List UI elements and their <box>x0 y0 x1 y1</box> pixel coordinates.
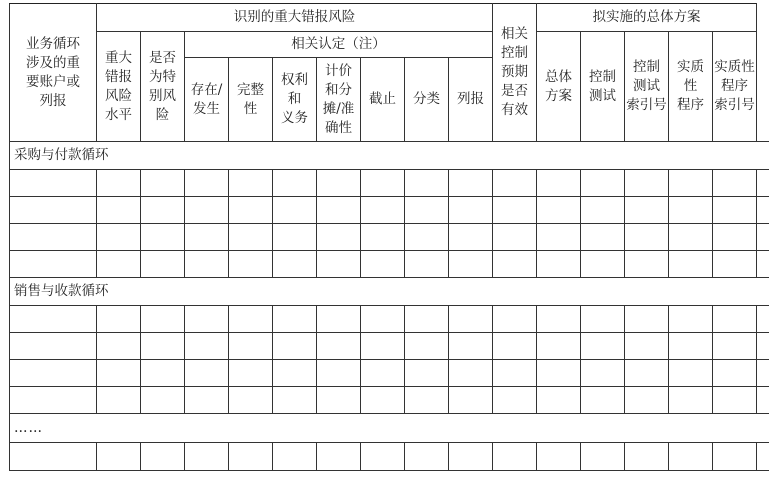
empty-cell[interactable] <box>493 306 537 333</box>
empty-cell[interactable] <box>493 443 537 471</box>
empty-cell[interactable] <box>97 443 141 471</box>
empty-cell[interactable] <box>537 224 581 251</box>
header-business-cycle: 业务循环 涉及的重 要账户或 列报 <box>10 4 97 142</box>
empty-cell[interactable] <box>317 306 361 333</box>
empty-cell[interactable] <box>493 170 537 197</box>
empty-cell[interactable] <box>713 170 757 197</box>
empty-cell[interactable] <box>185 443 229 471</box>
empty-cell[interactable] <box>273 306 317 333</box>
empty-cell[interactable] <box>581 360 625 387</box>
empty-cell[interactable] <box>669 387 713 414</box>
header-plan-control-test: 控制 测试 <box>581 32 625 142</box>
empty-cell[interactable] <box>10 333 97 360</box>
header-assertion-classification: 分类 <box>405 58 449 142</box>
empty-cell[interactable] <box>185 306 229 333</box>
empty-cell[interactable] <box>229 333 273 360</box>
table-row <box>10 333 769 360</box>
empty-cell[interactable] <box>581 170 625 197</box>
empty-cell[interactable] <box>625 170 669 197</box>
empty-cell[interactable] <box>581 224 625 251</box>
empty-cell[interactable] <box>185 224 229 251</box>
empty-cell[interactable] <box>361 170 405 197</box>
table-row <box>10 387 769 414</box>
empty-cell[interactable] <box>405 251 449 278</box>
empty-cell[interactable] <box>757 443 769 471</box>
table-row <box>10 170 769 197</box>
section-row <box>10 142 769 170</box>
empty-cell[interactable] <box>185 197 229 224</box>
empty-cell[interactable] <box>229 251 273 278</box>
empty-cell[interactable] <box>537 306 581 333</box>
empty-cell[interactable] <box>141 333 185 360</box>
empty-cell[interactable] <box>757 170 769 197</box>
empty-cell[interactable] <box>229 170 273 197</box>
section-row <box>10 414 769 443</box>
empty-cell[interactable] <box>537 197 581 224</box>
table-row <box>10 306 769 333</box>
header-identified-risks: 识别的重大错报风险 <box>97 4 493 32</box>
empty-cell[interactable] <box>141 224 185 251</box>
empty-cell[interactable] <box>10 360 97 387</box>
empty-cell[interactable] <box>493 387 537 414</box>
empty-cell[interactable] <box>317 224 361 251</box>
empty-cell[interactable] <box>141 443 185 471</box>
table-row <box>10 360 769 387</box>
empty-cell[interactable] <box>97 197 141 224</box>
empty-cell[interactable] <box>97 333 141 360</box>
empty-cell[interactable] <box>405 306 449 333</box>
header-plan-substantive: 实质 性 程序 <box>669 32 713 142</box>
empty-cell[interactable] <box>581 251 625 278</box>
header-assertion-valuation: 计价 和分 摊/准 确性 <box>317 58 361 142</box>
empty-cell[interactable] <box>581 333 625 360</box>
empty-cell[interactable] <box>669 360 713 387</box>
section-row <box>10 278 769 306</box>
empty-cell[interactable] <box>10 387 97 414</box>
table-row <box>10 224 769 251</box>
empty-cell[interactable] <box>229 224 273 251</box>
empty-cell[interactable] <box>97 360 141 387</box>
empty-cell[interactable] <box>273 360 317 387</box>
empty-cell[interactable] <box>537 333 581 360</box>
empty-cell[interactable] <box>185 360 229 387</box>
header-assertion-completeness: 完整 性 <box>229 58 273 142</box>
empty-cell[interactable] <box>361 251 405 278</box>
empty-cell[interactable] <box>141 251 185 278</box>
header-overall-plan: 拟实施的总体方案 <box>537 4 757 32</box>
empty-cell[interactable] <box>757 387 769 414</box>
empty-cell[interactable] <box>361 306 405 333</box>
empty-cell[interactable] <box>229 443 273 471</box>
empty-cell[interactable] <box>449 306 493 333</box>
table-row <box>10 443 769 471</box>
empty-cell[interactable] <box>10 197 97 224</box>
empty-cell[interactable] <box>185 333 229 360</box>
empty-cell[interactable] <box>713 224 757 251</box>
empty-cell[interactable] <box>317 170 361 197</box>
header-plan-substantive-index: 实质性 程序 索引号 <box>713 32 757 142</box>
empty-cell[interactable] <box>229 387 273 414</box>
empty-cell[interactable] <box>405 360 449 387</box>
empty-cell[interactable] <box>273 443 317 471</box>
table-row <box>10 197 769 224</box>
empty-cell[interactable] <box>273 333 317 360</box>
empty-cell[interactable] <box>361 333 405 360</box>
section-title: 采购与付款循环 <box>10 142 769 170</box>
empty-cell[interactable] <box>361 224 405 251</box>
empty-cell[interactable] <box>10 170 97 197</box>
empty-cell[interactable] <box>449 197 493 224</box>
section-title: 销售与收款循环 <box>10 278 769 306</box>
empty-cell[interactable] <box>669 170 713 197</box>
empty-cell[interactable] <box>185 251 229 278</box>
header-plan-control-test-index: 控制 测试 索引号 <box>625 32 669 142</box>
empty-cell[interactable] <box>317 387 361 414</box>
audit-plan-table-wrapper <box>9 3 769 471</box>
empty-cell[interactable] <box>537 387 581 414</box>
empty-cell[interactable] <box>273 387 317 414</box>
empty-cell[interactable] <box>185 387 229 414</box>
empty-cell[interactable] <box>97 387 141 414</box>
empty-cell[interactable] <box>581 443 625 471</box>
empty-cell[interactable] <box>97 224 141 251</box>
empty-cell[interactable] <box>141 360 185 387</box>
empty-cell[interactable] <box>405 224 449 251</box>
empty-cell[interactable] <box>493 360 537 387</box>
empty-cell[interactable] <box>361 360 405 387</box>
header-assertion-presentation: 列报 <box>449 58 493 142</box>
empty-cell[interactable] <box>317 333 361 360</box>
empty-cell[interactable] <box>493 251 537 278</box>
empty-cell[interactable] <box>449 170 493 197</box>
empty-cell[interactable] <box>713 333 757 360</box>
empty-cell[interactable] <box>669 224 713 251</box>
empty-cell[interactable] <box>361 197 405 224</box>
empty-cell[interactable] <box>493 197 537 224</box>
empty-cell[interactable] <box>669 251 713 278</box>
empty-cell[interactable] <box>493 224 537 251</box>
empty-cell[interactable] <box>713 360 757 387</box>
header-assertion-cutoff: 截止 <box>361 58 405 142</box>
empty-cell[interactable] <box>97 170 141 197</box>
empty-cell[interactable] <box>713 387 757 414</box>
empty-cell[interactable] <box>757 224 769 251</box>
empty-cell[interactable] <box>141 387 185 414</box>
empty-cell[interactable] <box>625 360 669 387</box>
empty-cell[interactable] <box>405 443 449 471</box>
empty-cell[interactable] <box>317 443 361 471</box>
empty-cell[interactable] <box>537 170 581 197</box>
empty-cell[interactable] <box>713 443 757 471</box>
empty-cell[interactable] <box>97 251 141 278</box>
empty-cell[interactable] <box>713 251 757 278</box>
empty-cell[interactable] <box>10 224 97 251</box>
empty-cell[interactable] <box>625 387 669 414</box>
empty-cell[interactable] <box>537 443 581 471</box>
empty-cell[interactable] <box>713 306 757 333</box>
empty-cell[interactable] <box>273 170 317 197</box>
header-related-assertions: 相关认定（注） <box>185 32 493 58</box>
header-special-risk: 是否 为特 别风 险 <box>141 32 185 142</box>
empty-cell[interactable] <box>317 197 361 224</box>
empty-cell[interactable] <box>405 387 449 414</box>
empty-cell[interactable] <box>625 306 669 333</box>
empty-cell[interactable] <box>669 443 713 471</box>
audit-plan-table <box>9 3 769 471</box>
empty-cell[interactable] <box>625 333 669 360</box>
empty-cell[interactable] <box>317 251 361 278</box>
header-risk-level: 重大 错报 风险 水平 <box>97 32 141 142</box>
section-title: …… <box>10 414 769 443</box>
empty-cell[interactable] <box>273 251 317 278</box>
empty-cell[interactable] <box>757 306 769 333</box>
header-assertion-existence: 存在/ 发生 <box>185 58 229 142</box>
empty-cell[interactable] <box>405 170 449 197</box>
header-assertion-rights: 权利 和 义务 <box>273 58 317 142</box>
empty-cell[interactable] <box>757 333 769 360</box>
empty-cell[interactable] <box>361 443 405 471</box>
empty-cell[interactable] <box>317 360 361 387</box>
empty-cell[interactable] <box>669 197 713 224</box>
empty-cell[interactable] <box>361 387 405 414</box>
empty-cell[interactable] <box>537 360 581 387</box>
empty-cell[interactable] <box>669 306 713 333</box>
empty-cell[interactable] <box>405 197 449 224</box>
empty-cell[interactable] <box>273 224 317 251</box>
empty-cell[interactable] <box>10 443 97 471</box>
empty-cell[interactable] <box>581 306 625 333</box>
empty-cell[interactable] <box>669 333 713 360</box>
empty-cell[interactable] <box>625 224 669 251</box>
table-row <box>10 251 769 278</box>
empty-cell[interactable] <box>625 197 669 224</box>
empty-cell[interactable] <box>537 251 581 278</box>
empty-cell[interactable] <box>581 197 625 224</box>
empty-cell[interactable] <box>97 306 141 333</box>
empty-cell[interactable] <box>185 170 229 197</box>
empty-cell[interactable] <box>757 197 769 224</box>
empty-cell[interactable] <box>757 251 769 278</box>
empty-cell[interactable] <box>449 387 493 414</box>
empty-cell[interactable] <box>10 251 97 278</box>
empty-cell[interactable] <box>449 443 493 471</box>
empty-cell[interactable] <box>141 306 185 333</box>
empty-cell[interactable] <box>405 333 449 360</box>
empty-cell[interactable] <box>449 224 493 251</box>
header-control-effective: 相关 控制 预期 是否 有效 <box>493 4 537 142</box>
empty-cell[interactable] <box>713 197 757 224</box>
empty-cell[interactable] <box>273 197 317 224</box>
empty-cell[interactable] <box>625 443 669 471</box>
empty-cell[interactable] <box>229 197 273 224</box>
empty-cell[interactable] <box>449 360 493 387</box>
empty-cell[interactable] <box>229 306 273 333</box>
empty-cell[interactable] <box>581 387 625 414</box>
empty-cell[interactable] <box>625 251 669 278</box>
empty-cell[interactable] <box>141 170 185 197</box>
empty-cell[interactable] <box>10 306 97 333</box>
empty-cell[interactable] <box>229 360 273 387</box>
empty-cell[interactable] <box>449 251 493 278</box>
empty-cell[interactable] <box>141 197 185 224</box>
header-plan-overall: 总体 方案 <box>537 32 581 142</box>
empty-cell[interactable] <box>493 333 537 360</box>
empty-cell[interactable] <box>449 333 493 360</box>
empty-cell[interactable] <box>757 360 769 387</box>
